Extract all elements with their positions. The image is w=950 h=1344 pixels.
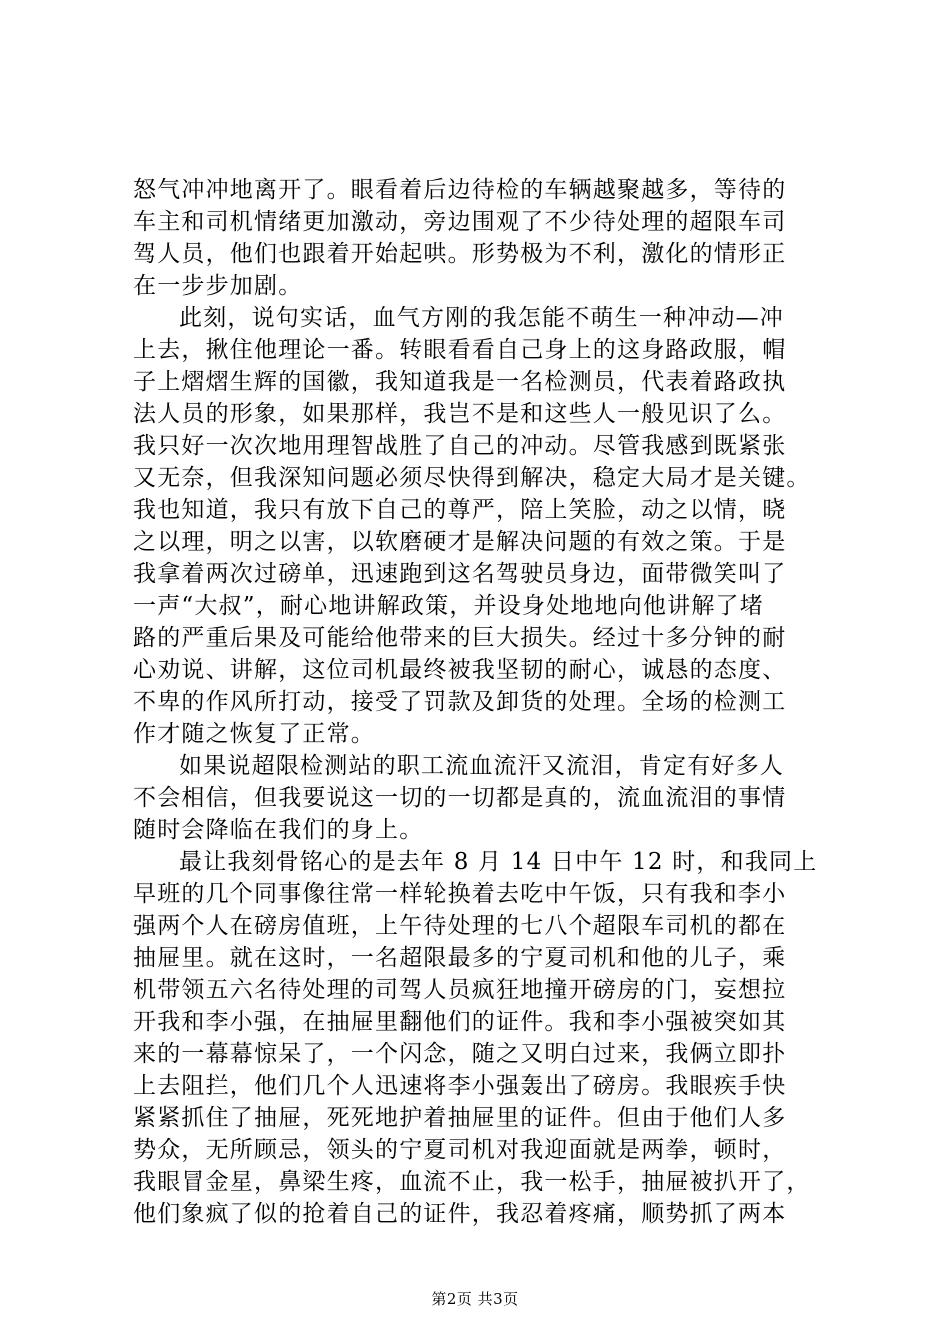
text-line: 不会相信，但我要说这一切的一切都是真的，流血流泪的事情 bbox=[133, 785, 787, 811]
document-body bbox=[133, 174, 833, 1230]
text-line: 我眼冒金星，鼻梁生疼，血流不止，我一松手，抽屉被扒开了， bbox=[133, 1169, 811, 1195]
text-line: 开我和李小强，在抽屉里翻他们的证件。我和李小强被突如其 bbox=[133, 1009, 787, 1035]
text-line: 驾人员，他们也跟着开始起哄。形势极为不利，激化的情形正 bbox=[133, 241, 787, 267]
text-line: 子上熠熠生辉的国徽，我知道我是一名检测员，代表着路政执 bbox=[133, 369, 787, 395]
text-line: 路的严重后果及可能给他带来的巨大损失。经过十多分钟的耐 bbox=[133, 625, 787, 651]
text-line: 车主和司机情绪更加激动，旁边围观了不少待处理的超限车司 bbox=[133, 209, 787, 235]
text-line: 心劝说、讲解，这位司机最终被我坚韧的耐心，诚恳的态度、 bbox=[133, 657, 787, 683]
paragraph bbox=[133, 174, 833, 302]
text-line: 紧紧抓住了抽屉，死死地护着抽屉里的证件。但由于他们人多 bbox=[133, 1105, 787, 1131]
paragraph bbox=[133, 846, 833, 1230]
text-line: 法人员的形象，如果那样，我岂不是和这些人一般见识了么。 bbox=[133, 401, 787, 427]
text-line: 早班的几个同事像往常一样轮换着去吃中午饭，只有我和李小 bbox=[133, 881, 787, 907]
text-line: 我拿着两次过磅单，迅速跑到这名驾驶员身边，面带微笑叫了 bbox=[133, 561, 787, 587]
text-line: 势众，无所顾忌，领头的宁夏司机对我迎面就是两拳，顿时， bbox=[133, 1137, 787, 1163]
paragraph bbox=[133, 750, 833, 846]
text-line: 最让我刻骨铭心的是去年 8 月 14 日中午 12 时，和我同上 bbox=[179, 849, 818, 875]
text-line: 又无奈，但我深知问题必须尽快得到解决，稳定大局才是关键。 bbox=[133, 465, 811, 491]
text-line: 上去，揪住他理论一番。转眼看看自己身上的这身路政服，帽 bbox=[133, 337, 787, 363]
text-line: 随时会降临在我们的身上。 bbox=[133, 817, 424, 843]
text-line: 我只好一次次地用理智战胜了自己的冲动。尽管我感到既紧张 bbox=[133, 433, 787, 459]
text-line: 作才随之恢复了正常。 bbox=[133, 721, 375, 747]
text-line: 之以理，明之以害，以软磨硬才是解决问题的有效之策。于是 bbox=[133, 529, 787, 555]
text-line: 上去阻拦，他们几个人迅速将李小强轰出了磅房。我眼疾手快 bbox=[133, 1073, 787, 1099]
text-line: 我也知道，我只有放下自己的尊严，陪上笑脸，动之以情，晓 bbox=[133, 497, 787, 523]
text-line: 机带领五六名待处理的司驾人员疯狂地撞开磅房的门，妄想拉 bbox=[133, 977, 787, 1003]
text-line: 抽屉里。就在这时，一名超限最多的宁夏司机和他的儿子，乘 bbox=[133, 945, 787, 971]
text-line: 在一步步加剧。 bbox=[133, 273, 303, 299]
text-line: 此刻，说句实话，血气方刚的我怎能不萌生一种冲动—冲 bbox=[179, 305, 784, 331]
text-line: 来的一幕幕惊呆了，一个闪念，随之又明白过来，我俩立即扑 bbox=[133, 1041, 787, 1067]
text-line: 他们象疯了似的抢着自己的证件，我忍着疼痛，顺势抓了两本 bbox=[133, 1201, 787, 1227]
text-line: 怒气冲冲地离开了。眼看着后边待检的车辆越聚越多，等待的 bbox=[133, 177, 787, 203]
text-line: 强两个人在磅房值班，上午待处理的七八个超限车司机的都在 bbox=[133, 913, 787, 939]
paragraph bbox=[133, 302, 833, 750]
text-line: 一声“大叔”，耐心地讲解政策，并设身处地地向他讲解了堵 bbox=[133, 593, 764, 619]
page-footer: 第2页 共3页 bbox=[431, 1290, 519, 1308]
text-line: 如果说超限检测站的职工流血流汗又流泪，肯定有好多人 bbox=[179, 753, 784, 779]
text-line: 不卑的作风所打动，接受了罚款及卸货的处理。全场的检测工 bbox=[133, 689, 787, 715]
